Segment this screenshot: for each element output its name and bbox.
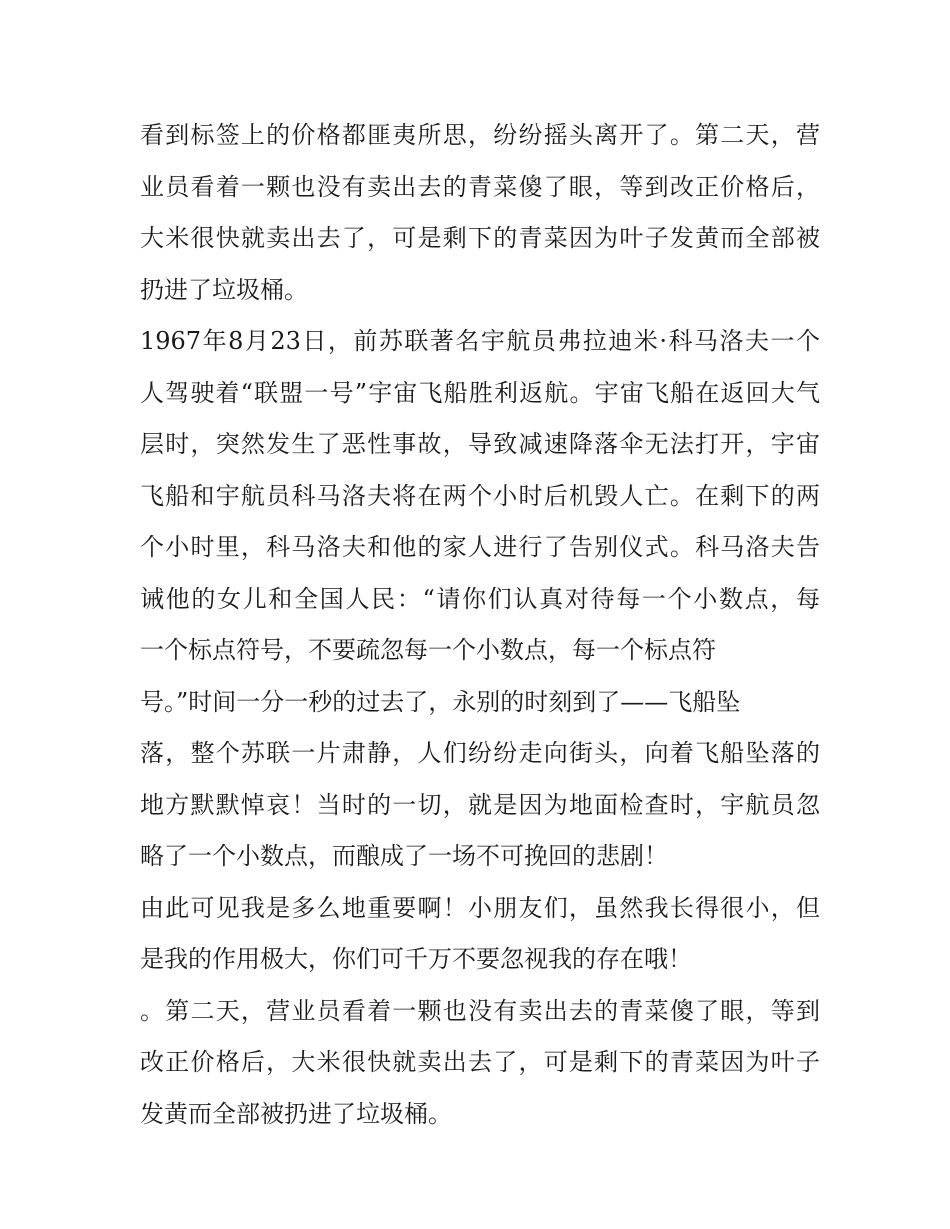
text-line: 一个标点符号，不要疏忽每一个小数点，每一个标点符 [140,636,716,664]
text-line: 业员看着一颗也没有卖出去的青菜傻了眼，等到改正价格后， [140,172,820,201]
text-line: 人驾驶着“联盟一号”宇宙飞船胜利返航。宇宙飞船在返回大气 [140,378,820,407]
text-line: 发黄而全部被扔进了垃圾桶。 [140,1099,452,1128]
text-line: 飞船和宇航员科马洛夫将在两个小时后机毁人亡。在剩下的两 [140,481,820,510]
text-line: 由此可见我是多么地重要啊！小朋友们，虽然我长得很小，但 [140,893,820,922]
text-line: 。第二天，营业员看着一颗也没有卖出去的青菜傻了眼，等到 [140,996,820,1025]
text-line: 略了一个小数点，而酿成了一场不可挽回的悲剧！ [140,842,668,870]
text-line: 是我的作用极大，你们可千万不要忽视我的存在哦！ [140,945,692,973]
text-line: 落，整个苏联一片肃静，人们纷纷走向街头，向着飞船坠落的 [140,739,820,767]
text-line: 1967年8月23日，前苏联著名宇航员弗拉迪米·科马洛夫一个 [140,327,820,355]
text-line: 层时，突然发生了恶性事故，导致减速降落伞无法打开，宇宙 [140,430,820,458]
text-line: 看到标签上的价格都匪夷所思，纷纷摇头离开了。第二天，营 [140,121,820,149]
text-line: 改正价格后，大米很快就卖出去了，可是剩下的青菜因为叶子 [140,1048,820,1076]
text-line: 地方默默悼哀！当时的一切，就是因为地面检查时，宇航员忽 [140,790,820,819]
text-line: 号。”时间一分一秒的过去了，永别的时刻到了——飞船坠 [140,687,741,716]
text-line: 扔进了垃圾桶。 [140,275,308,304]
text-line: 个小时里，科马洛夫和他的家人进行了告别仪式。科马洛夫告 [140,533,820,561]
document-body [140,110,820,1140]
text-line: 诫他的女儿和全国人民：“请你们认真对待每一个小数点，每 [140,584,820,613]
text-line: 大米很快就卖出去了，可是剩下的青菜因为叶子发黄而全部被 [140,224,820,252]
